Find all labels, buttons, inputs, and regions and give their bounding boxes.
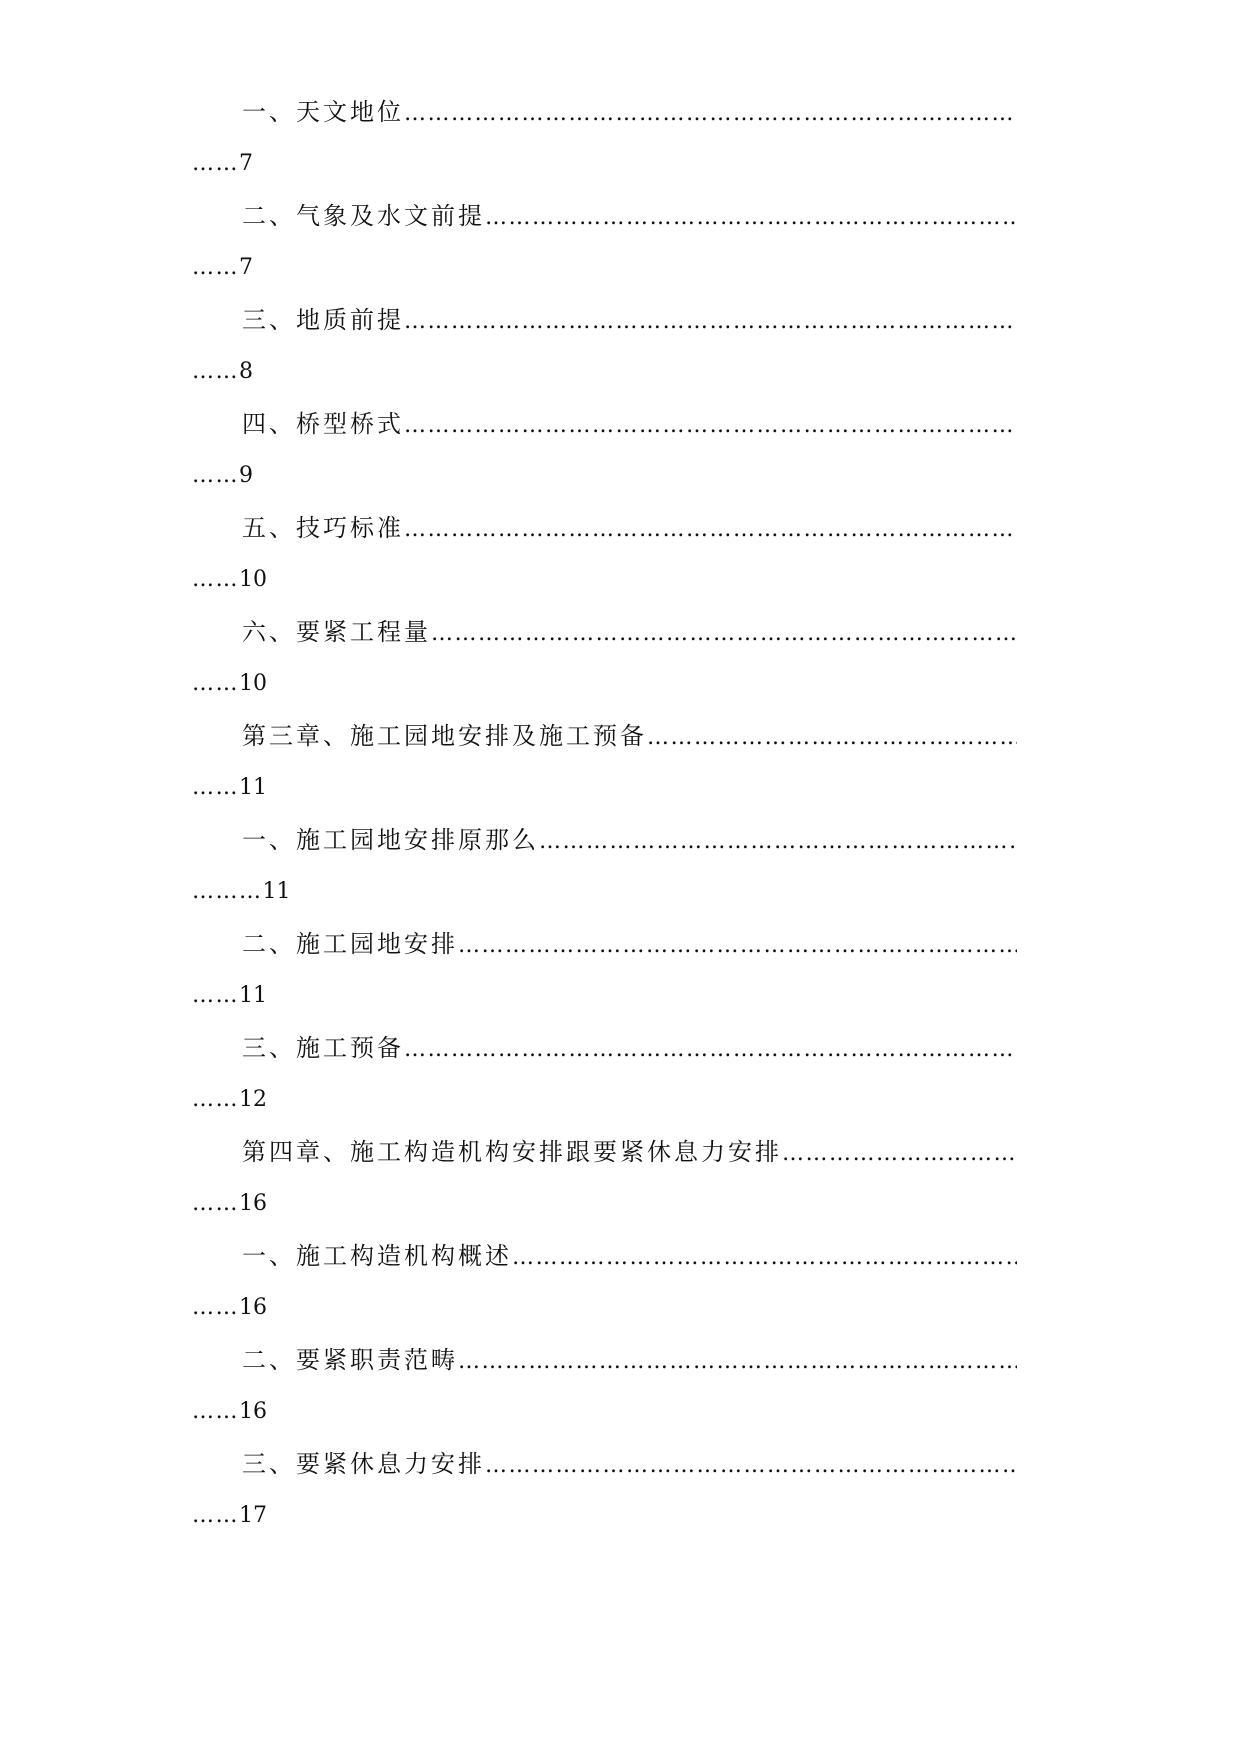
toc-continued-dots: …… [192, 1191, 239, 1216]
toc-dot-leader [485, 198, 1017, 236]
toc-entry-line [242, 196, 1017, 236]
toc-page-number: 9 [239, 463, 253, 488]
toc-entry-title: 三、要紧休息力安排 [242, 1450, 485, 1478]
toc-entry-line [242, 924, 1017, 964]
toc-entry-line [242, 1132, 1017, 1172]
toc-page-number: 12 [239, 1087, 267, 1112]
toc-dot-leader [782, 1134, 1017, 1172]
toc-entry-line [242, 92, 1017, 132]
toc-page-number: 17 [239, 1503, 267, 1528]
toc-dot-leader [404, 94, 1017, 132]
toc-entry-title: 第三章、施工园地安排及施工预备 [242, 722, 647, 750]
toc-entry-line [242, 716, 1017, 756]
toc-continued-dots: …… [192, 1399, 239, 1424]
toc-continued-dots: …… [192, 1503, 239, 1528]
toc-page-number: 7 [239, 151, 253, 176]
toc-entry-line [242, 1028, 1017, 1068]
toc-dot-leader [404, 302, 1017, 340]
toc-entry-continuation [192, 976, 267, 1016]
toc-entry-continuation [192, 144, 253, 184]
toc-page-number: 11 [239, 983, 267, 1008]
toc-entry[interactable] [0, 820, 1241, 924]
toc-page-number: 16 [239, 1295, 267, 1320]
toc-dot-leader [404, 406, 1017, 444]
toc-entry-title: 二、气象及水文前提 [242, 202, 485, 230]
toc-entry[interactable] [0, 1028, 1241, 1132]
toc-dot-leader [512, 1238, 1017, 1276]
toc-page-number: 7 [239, 255, 253, 280]
toc-continued-dots: …… [192, 983, 239, 1008]
toc-dot-leader [431, 614, 1017, 652]
toc-dot-leader [458, 926, 1017, 964]
toc-entry-title: 二、要紧职责范畴 [242, 1346, 458, 1374]
toc-entry-continuation [192, 664, 267, 704]
toc-entry-title: 三、施工预备 [242, 1034, 404, 1062]
toc-entry[interactable] [0, 92, 1241, 196]
toc-page-number: 16 [239, 1399, 267, 1424]
toc-dot-leader [647, 718, 1017, 756]
toc-page-number: 10 [239, 567, 267, 592]
toc-continued-dots: …… [192, 671, 239, 696]
toc-entry-title: 一、天文地位 [242, 98, 404, 126]
toc-page-number: 11 [262, 879, 291, 904]
toc-entry-continuation [192, 872, 291, 912]
toc-entry-continuation [192, 1496, 267, 1536]
toc-entry-title: 二、施工园地安排 [242, 930, 458, 958]
toc-entry-title: 四、桥型桥式 [242, 410, 404, 438]
toc-dot-leader [458, 1342, 1017, 1380]
toc-continued-dots: …… [192, 359, 239, 384]
toc-entry-title: 三、地质前提 [242, 306, 404, 334]
toc-dot-leader [485, 1446, 1017, 1484]
toc-page-number: 10 [239, 671, 267, 696]
toc-continued-dots: …… [192, 463, 239, 488]
toc-dot-leader [539, 822, 1017, 860]
toc-entry-continuation [192, 768, 267, 808]
toc-entry-line [242, 820, 1017, 860]
toc-continued-dots: …… [192, 255, 239, 280]
toc-entry-continuation [192, 1080, 267, 1120]
toc-continued-dots: …… [192, 1087, 239, 1112]
toc-continued-dots: …… [192, 1295, 239, 1320]
toc-page-number: 11 [239, 775, 267, 800]
toc-entry-line [242, 612, 1017, 652]
toc-entry-continuation [192, 1288, 267, 1328]
toc-entry-title: 五、技巧标准 [242, 514, 404, 542]
toc-continued-dots: …… [192, 775, 239, 800]
toc-entry[interactable] [0, 196, 1241, 300]
toc-entry-continuation [192, 1184, 267, 1224]
toc-entry-continuation [192, 352, 253, 392]
toc-entry[interactable] [0, 1236, 1241, 1340]
toc-entry-title: 一、施工构造机构概述 [242, 1242, 512, 1270]
toc-entry[interactable] [0, 1340, 1241, 1444]
toc-page-number: 16 [239, 1191, 267, 1216]
toc-entry-continuation [192, 248, 253, 288]
toc-page-number: 8 [239, 359, 253, 384]
toc-entry-title: 六、要紧工程量 [242, 618, 431, 646]
toc-entry[interactable] [0, 508, 1241, 612]
toc-entry[interactable] [0, 716, 1241, 820]
toc-entry-line [242, 404, 1017, 444]
toc-entry[interactable] [0, 404, 1241, 508]
toc-entry[interactable] [0, 1444, 1241, 1548]
toc-entry-continuation [192, 456, 253, 496]
toc-entry[interactable] [0, 612, 1241, 716]
toc-entry[interactable] [0, 1132, 1241, 1236]
toc-dot-leader [404, 510, 1017, 548]
toc-entry[interactable] [0, 300, 1241, 404]
toc-continued-dots: ……… [192, 879, 263, 904]
toc-entry-line [242, 508, 1017, 548]
toc-entry-continuation [192, 560, 267, 600]
toc-entry-title: 一、施工园地安排原那么 [242, 826, 539, 854]
toc-entry[interactable] [0, 924, 1241, 1028]
toc-dot-leader [404, 1030, 1017, 1068]
toc-entry-line [242, 1340, 1017, 1380]
toc-entry-line [242, 1444, 1017, 1484]
toc-continued-dots: …… [192, 151, 239, 176]
toc-entry-continuation [192, 1392, 267, 1432]
toc-entry-line [242, 300, 1017, 340]
toc-entry-line [242, 1236, 1017, 1276]
toc-entry-title: 第四章、施工构造机构安排跟要紧休息力安排 [242, 1138, 782, 1166]
toc-continued-dots: …… [192, 567, 239, 592]
